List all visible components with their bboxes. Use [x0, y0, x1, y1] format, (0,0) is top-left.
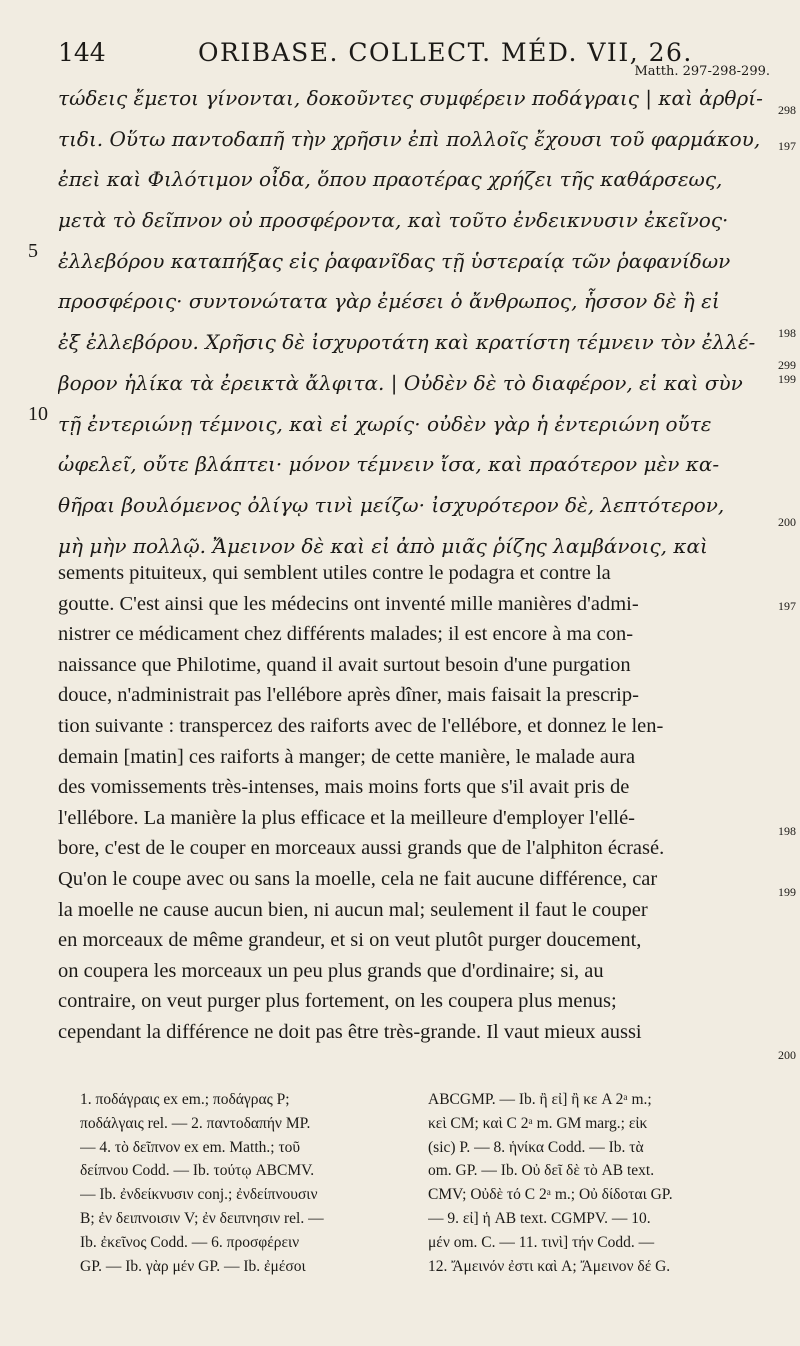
greek-line: ἐλλεβόρου καταπήξας εἰς ῥαφανῖδας τῇ ὑστεραίᾳ τῶν ῥαφανίδων: [58, 248, 731, 273]
running-title: ORIBASE. COLLECT. MÉD. VII, 26.: [198, 38, 693, 67]
note-line: κεὶ CM; καὶ C 2ᵃ m. GM marg.; εἰκ: [428, 1114, 648, 1132]
french-line: la moelle ne cause aucun bien, ni aucun mal; seulement il faut le couper: [58, 898, 648, 921]
french-line: demain [matin] ces raiforts à manger; de cette manière, le malade aura: [58, 745, 636, 768]
note-line: om. GP. — Ib. Οὐ δεῖ δὲ τὸ AB text.: [428, 1162, 655, 1180]
note-line: ποδάλγαις rel. — 2. παντοδαπήν MP.: [80, 1114, 311, 1132]
margin-ref: 197: [778, 139, 796, 153]
french-line: sements pituiteux, qui semblent utiles contre le podagra et contre la: [58, 562, 611, 584]
greek-text-block: [58, 78, 770, 566]
margin-ref: 198: [778, 326, 796, 340]
note-line: GP. — Ib. γὰρ μέν GP. — Ib. ἐμέσοι: [80, 1257, 306, 1275]
greek-line: μὴ μὴν πολλῷ. Ἄμεινον δὲ καὶ εἰ ἀπὸ μιᾶς ῥίζης λαμβάνοις, καὶ: [58, 533, 708, 558]
margin-ref: 199: [778, 885, 796, 899]
french-line: Qu'on le coupe avec ou sans la moelle, cela ne fait aucune différence, car: [58, 867, 658, 890]
greek-line: τῇ ἐντεριώνῃ τέμνοις, καὶ εἰ χωρίς· οὐδὲν γὰρ ἡ ἐντεριώνη οὔτε: [58, 411, 712, 436]
greek-line: τώδεις ἔμετοι γίνονται, δοκοῦντες συμφέρειν ποδάγραις | καὶ ἀρθρί-: [58, 86, 763, 110]
french-translation-block: [58, 558, 770, 1048]
french-line: douce, n'administrait pas l'ellébore après dîner, mais faisait la prescrip-: [58, 684, 639, 707]
margin-ref: 198: [778, 824, 796, 838]
greek-line: βορον ἡλίκα τὰ ἐρεικτὰ ἄλφιτα. | Οὐδὲν δὲ τὸ διαφέρον, εἰ καὶ σὺν: [58, 370, 743, 395]
note-line: — 4. τὸ δεῖπνον ex em. Matth.; τοῦ: [80, 1138, 301, 1156]
french-line: bore, c'est de le couper en morceaux aussi grands que de l'alphiton écrasé.: [58, 837, 665, 860]
note-line: Ib. ἐκεῖνος Codd. — 6. προσφέρειν: [80, 1233, 300, 1251]
note-line: 12. Ἄμεινόν ἐστι καὶ A; Ἄμεινον δέ G.: [428, 1257, 671, 1275]
margin-ref: 200: [778, 515, 796, 529]
note-line: — Ib. ἐνδείκνυσιν conj.; ἐνδείπνουσιν: [80, 1186, 318, 1204]
margin-ref: 299: [778, 358, 796, 372]
greek-line: ἐπεὶ καὶ Φιλότιμον οἶδα, ὅπου πραοτέρας χρήζει τῆς καθάρσεως,: [58, 167, 723, 192]
margin-ref: 200: [778, 1048, 796, 1062]
french-line: contraire, on veut purger plus fortement, on les coupera plus menus;: [58, 990, 617, 1013]
page-number: 144: [58, 38, 106, 67]
margin-ref: 298: [778, 103, 796, 117]
french-line: tion suivante : transpercez des raiforts avec de l'ellébore, et donnez le len-: [58, 714, 664, 737]
greek-line: ἐξ ἐλλεβόρου. Χρῆσις δὲ ἰσχυροτάτη καὶ κρατίστη τέμνειν τὸν ἐλλέ-: [58, 330, 756, 355]
french-line: cependant la différence ne doit pas être très-grande. Il vaut mieux aussi: [58, 1020, 642, 1043]
note-line: — 9. εἰ] ἡ AB text. CGMPV. — 10.: [428, 1209, 651, 1227]
french-line: en morceaux de même grandeur, et si on veut plutôt purger doucement,: [58, 929, 642, 952]
margin-ref: 197: [778, 599, 796, 613]
french-line: l'ellébore. La manière la plus efficace et la meilleure d'employer l'ellé-: [58, 806, 636, 829]
french-line: goutte. C'est ainsi que les médecins ont inventé mille manières d'admi-: [58, 592, 639, 615]
note-line: μέν om. C. — 11. τινὶ] τήν Codd. —: [428, 1233, 655, 1251]
note-line: 1. ποδάγραις ex em.; ποδάγρας P;: [80, 1091, 290, 1108]
line-number-5: 5: [28, 240, 38, 262]
greek-line: προσφέροις· συντονώτατα γὰρ ἐμέσει ὁ ἄνθρωπος, ἧσσον δὲ ἢ εἰ: [58, 289, 720, 314]
critical-notes-left: [80, 1088, 415, 1278]
greek-line: ὠφελεῖ, οὔτε βλάπτει· μόνον τέμνειν ἴσα, καὶ πραότερον μὲν κα-: [58, 452, 720, 477]
note-line: ABCGMP. — Ib. ἢ εἰ] ἢ κε A 2ᵃ m.;: [428, 1091, 652, 1108]
french-line: naissance que Philotime, quand il avait surtout besoin d'une purgation: [58, 653, 631, 676]
greek-line: θῆραι βουλόμενος ὀλίγῳ τινὶ μείζω· ἰσχυρότερον δὲ, λεπτότερον,: [58, 492, 725, 517]
greek-line: τιδι. Οὕτω παντοδαπῆ τὴν χρῆσιν ἐπὶ πολλοῖς ἔχουσι τοῦ φαρμάκου,: [58, 126, 761, 151]
note-line: B; ἐν δειπνοισιν V; ἐν δειπνησιν rel. —: [80, 1209, 324, 1227]
critical-notes-right: [428, 1088, 773, 1278]
french-line: nistrer ce médicament chez différents malades; il est encore à ma con-: [58, 623, 634, 646]
french-line: on coupera les morceaux un peu plus grands que d'ordinaire; si, au: [58, 959, 604, 982]
note-line: δείπνου Codd. — Ib. τούτῳ ABCMV.: [80, 1162, 315, 1180]
line-number-10: 10: [28, 403, 48, 425]
margin-ref: 199: [778, 372, 796, 386]
note-line: CMV; Οὐδὲ τό C 2ᵃ m.; Οὐ δίδοται GP.: [428, 1186, 673, 1204]
greek-line: μετὰ τὸ δεῖπνον οὐ προσφέροντα, καὶ τοῦτο ἐνδεικνυσιν ἐκεῖνος·: [58, 208, 729, 233]
matthaei-reference: Matth. 297-298-299.: [634, 64, 770, 79]
french-line: des vomissements très-intenses, mais moins forts que s'il avait pris de: [58, 776, 630, 799]
note-line: (sic) P. — 8. ἡνίκα Codd. — Ib. τὰ: [428, 1138, 644, 1156]
